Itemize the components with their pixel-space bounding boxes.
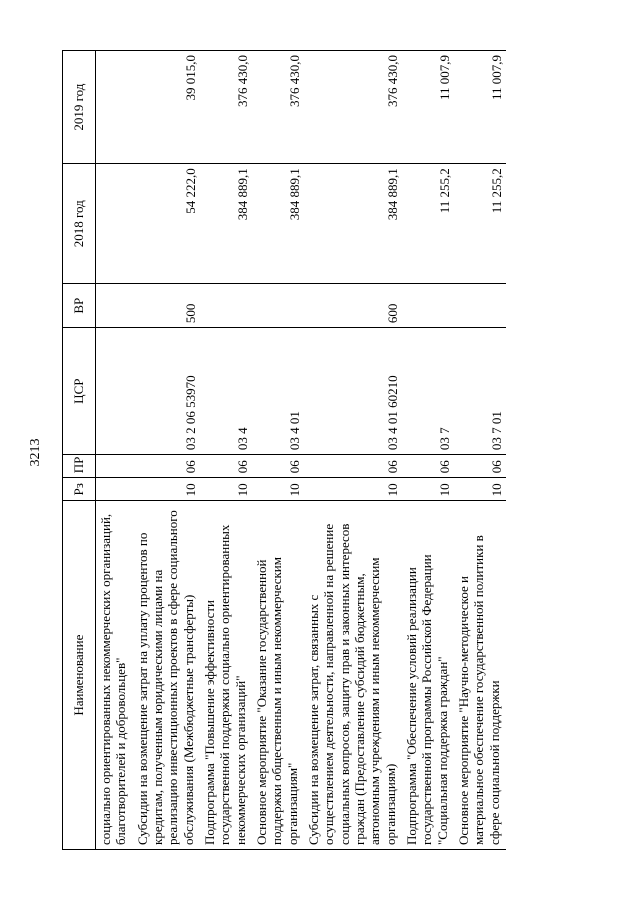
cell-pr: 06: [402, 455, 454, 478]
cell-2019: 376 430,0: [200, 51, 252, 164]
cell-vr: [252, 284, 304, 328]
cell-2019: 376 430,0: [252, 51, 304, 164]
header-name: Наименование: [63, 501, 96, 850]
table-body: [96, 51, 506, 850]
cell-csr: 03 4: [200, 328, 252, 455]
cell-rz: 10: [454, 478, 506, 501]
cell-vr: [200, 284, 252, 328]
cell-2018: 54 222,0: [133, 164, 200, 284]
cell-csr: 03 4 01: [252, 328, 304, 455]
header-2019: 2019 год: [63, 51, 96, 164]
cell-2018: 384 889,1: [252, 164, 304, 284]
cell-2019: 39 015,0: [133, 51, 200, 164]
cell-rz: 10: [252, 478, 304, 501]
cell-2018: 384 889,1: [304, 164, 402, 284]
cell-csr: 03 7 01: [454, 328, 506, 455]
cell-name: Подпрограмма "Повышение эффективности государственной поддержки социально ориентированных некоммерческих организаций": [200, 501, 252, 850]
cell-2019: 11 007,9: [454, 51, 506, 164]
table-row: [252, 51, 304, 850]
cell-pr: [96, 455, 133, 478]
cell-name: Подпрограмма "Обеспечение условий реализации государственной программы Российской Федерации "Социальная поддержка граждан": [402, 501, 454, 850]
cell-rz: 10: [402, 478, 454, 501]
cell-pr: 06: [252, 455, 304, 478]
header-2018: 2018 год: [63, 164, 96, 284]
cell-2019: 376 430,0: [304, 51, 402, 164]
cell-vr: [402, 284, 454, 328]
cell-name: социально ориентированных некоммерческих организаций, благотворителей и добровольцев": [96, 501, 133, 850]
cell-vr: [96, 284, 133, 328]
cell-2018: 11 255,2: [454, 164, 506, 284]
cell-2019: [96, 51, 133, 164]
cell-2018: [96, 164, 133, 284]
cell-vr: 600: [304, 284, 402, 328]
cell-pr: 06: [200, 455, 252, 478]
table-row: [304, 51, 402, 850]
cell-vr: [454, 284, 506, 328]
budget-table: [62, 50, 506, 850]
cell-name: Субсидии на возмещение затрат, связанных с осуществлением деятельности, направленной на решение социальных вопросов, защиту прав и законных интересов граждан (Предоставление субсидий бюджетным, автономным учреждениям и иным некоммерческим организациям): [304, 501, 402, 850]
cell-vr: 500: [133, 284, 200, 328]
cell-pr: 06: [133, 455, 200, 478]
cell-csr: 03 4 01 60210: [304, 328, 402, 455]
table-row: [402, 51, 454, 850]
cell-pr: 06: [304, 455, 402, 478]
header-rz: Рз: [63, 478, 96, 501]
cell-csr: 03 7: [402, 328, 454, 455]
table-row: [133, 51, 200, 850]
cell-2018: 11 255,2: [402, 164, 454, 284]
cell-rz: [96, 478, 133, 501]
cell-rz: 10: [304, 478, 402, 501]
cell-2019: 11 007,9: [402, 51, 454, 164]
cell-rz: 10: [133, 478, 200, 501]
cell-csr: [96, 328, 133, 455]
table-row: [200, 51, 252, 850]
cell-csr: 03 2 06 53970: [133, 328, 200, 455]
header-pr: ПР: [63, 455, 96, 478]
table-row: [454, 51, 506, 850]
cell-name: Основное мероприятие "Научно-методическое и материальное обеспечение государственной политики в сфере социальной поддержки: [454, 501, 506, 850]
cell-2018: 384 889,1: [200, 164, 252, 284]
header-csr: ЦСР: [63, 328, 96, 455]
table-row: [96, 51, 133, 850]
header-vr: ВР: [63, 284, 96, 328]
cell-name: Основное мероприятие "Оказание государственной поддержки общественным и иным некоммерческим организациям": [252, 501, 304, 850]
table-header: [63, 51, 96, 850]
page-number: 3213: [28, 438, 43, 467]
cell-pr: 06: [454, 455, 506, 478]
cell-rz: 10: [200, 478, 252, 501]
cell-name: Субсидии на возмещение затрат на уплату процентов по кредитам, полученным юридическими лицами на реализацию инвестиционных проектов в сфере социального обслуживания (Межбюджетные трансферты): [133, 501, 200, 850]
